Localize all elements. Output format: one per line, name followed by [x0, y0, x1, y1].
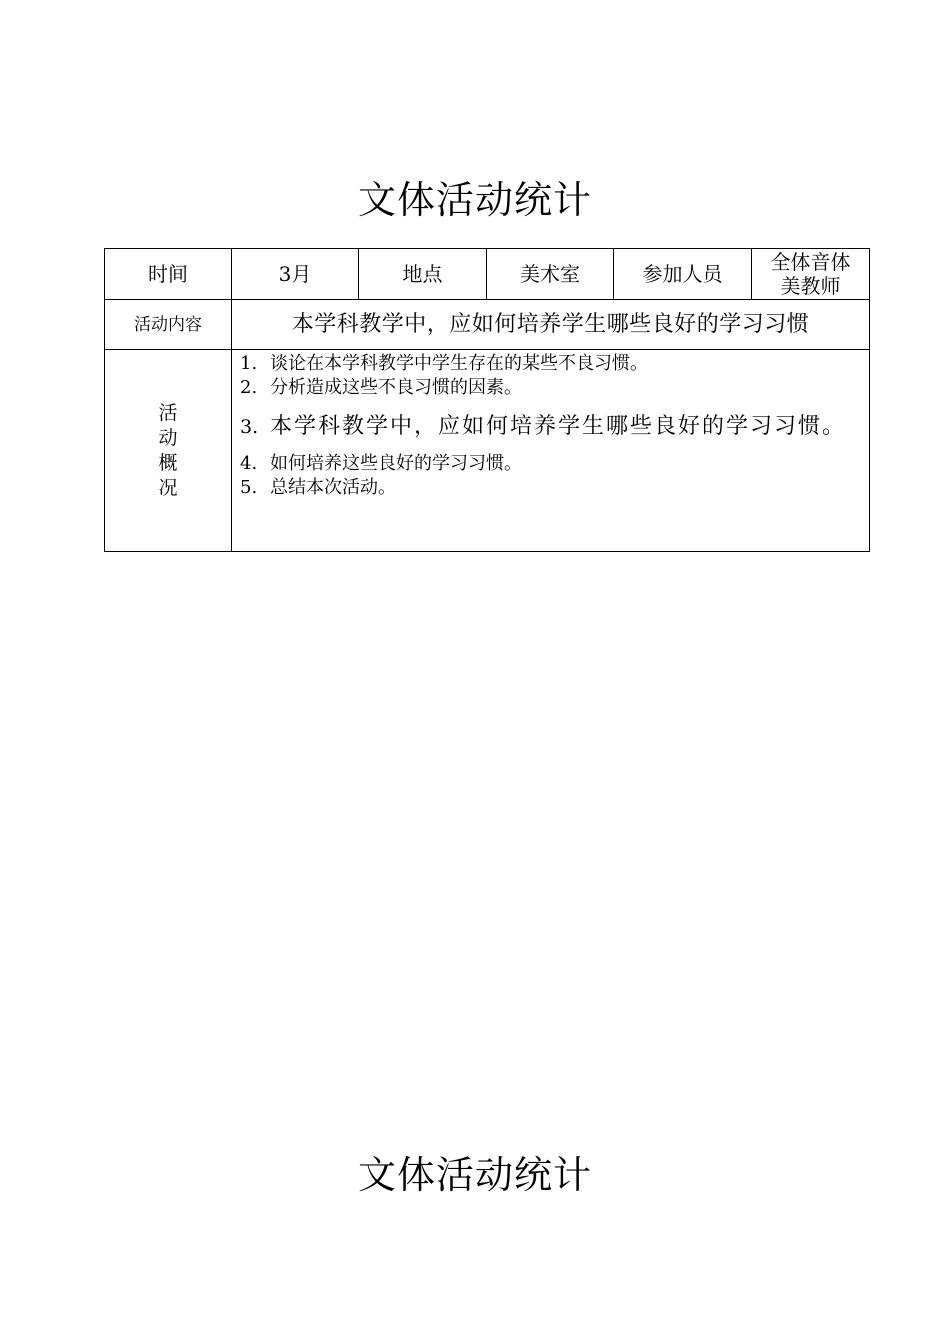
content-value: 本学科教学中，应如何培养学生哪些良好的学习习惯 — [232, 300, 870, 350]
list-item-text: 分析造成这些不良习惯的因素。 — [270, 377, 522, 398]
list-item-number: 1. — [240, 353, 258, 374]
table-row — [105, 300, 870, 350]
list-item — [240, 402, 863, 452]
participants-label: 参加人员 — [614, 249, 752, 300]
activity-stats-table — [104, 248, 870, 552]
list-item — [240, 352, 863, 376]
participants-value — [752, 249, 870, 300]
table-row — [105, 350, 870, 552]
participants-value-line: 全体音体 — [770, 250, 851, 274]
overview-label-char: 活 — [158, 401, 178, 424]
place-value: 美术室 — [487, 249, 614, 300]
content-label: 活动内容 — [105, 300, 232, 350]
time-label: 时间 — [105, 249, 232, 300]
list-item-number: 2. — [240, 377, 258, 398]
overview-label-char: 动 — [158, 426, 178, 449]
second-page-title: 文体活动统计 — [357, 1153, 592, 1197]
list-item-number: 5. — [240, 477, 258, 498]
list-item-text: 谈论在本学科教学中学生存在的某些不良习惯。 — [270, 353, 648, 374]
list-item-number: 4. — [240, 453, 258, 474]
list-item — [240, 376, 863, 400]
table-row — [105, 249, 870, 300]
list-item — [240, 452, 863, 476]
overview-label — [105, 350, 232, 552]
list-item-text: 总结本次活动。 — [270, 477, 396, 498]
overview-label-char: 况 — [158, 476, 178, 499]
list-item-text: 如何培养这些良好的学习习惯。 — [270, 453, 522, 474]
list-item-text: 本学科教学中，应如何培养学生哪些良好的学习习惯。 — [270, 414, 847, 439]
list-item-number: 3. — [240, 416, 259, 438]
time-value: 3月 — [232, 249, 359, 300]
place-label: 地点 — [359, 249, 487, 300]
list-item — [240, 476, 863, 500]
page-title: 文体活动统计 — [357, 178, 592, 222]
participants-value-line: 美教师 — [780, 274, 841, 298]
overview-content — [232, 350, 870, 552]
overview-list — [240, 352, 863, 500]
overview-label-char: 概 — [158, 451, 178, 474]
